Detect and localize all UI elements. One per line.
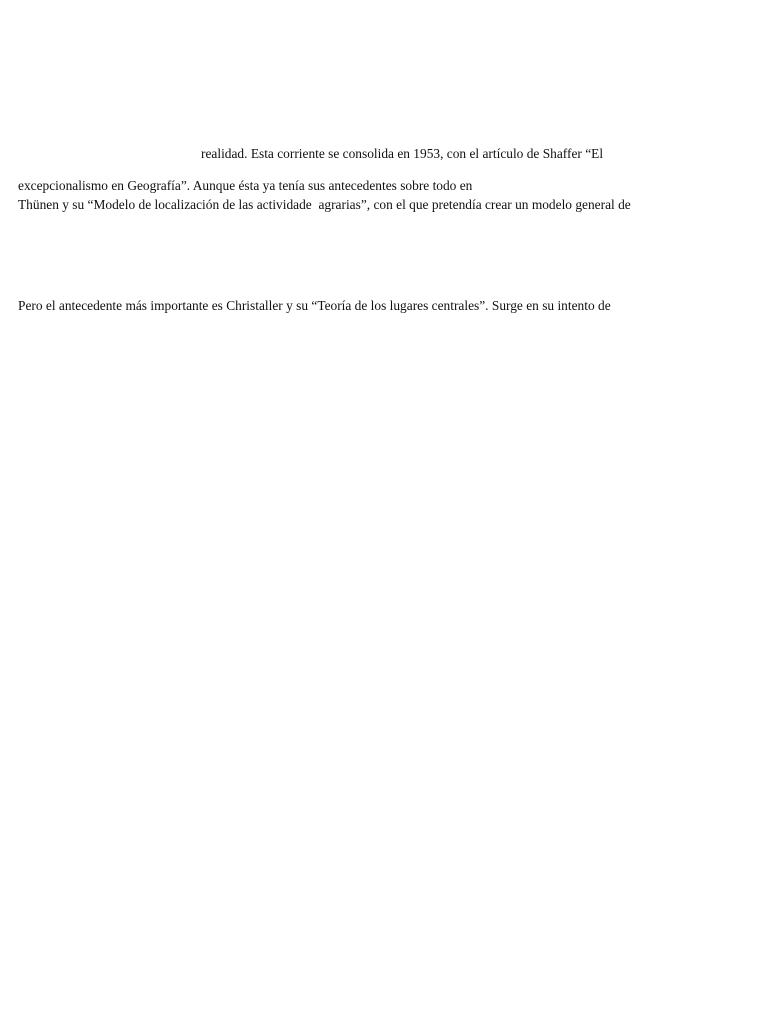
text-line: realidad. Esta corriente se consolida en 1953, con el artículo de Shaffer “El — [201, 146, 604, 161]
text-line: excepcionalismo en Geografía”. Aunque ésta ya tenía sus antecedentes sobre todo en — [18, 178, 473, 193]
text-line: Pero el antecedente más importante es Christaller y su “Teoría de los lugares centrales”. Surge en su intento de — [18, 298, 611, 313]
text-line: Thünen y su “Modelo de localización de las actividade agrarias”, con el que pretendía crear un modelo general de — [18, 197, 631, 212]
